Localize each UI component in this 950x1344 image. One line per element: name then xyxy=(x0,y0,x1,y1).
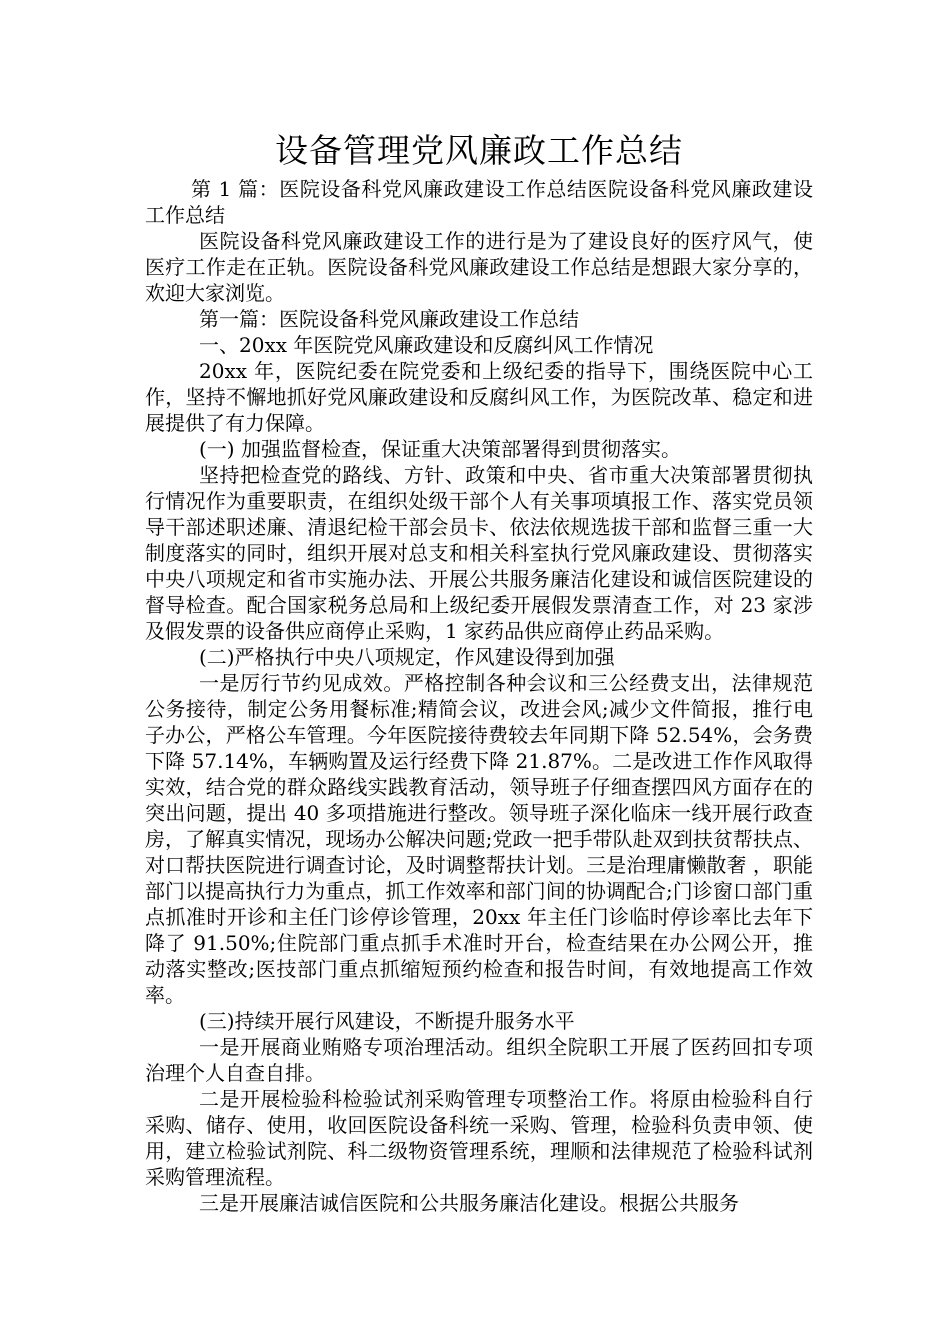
paragraph-body-1: 坚持把检查党的路线、方针、政策和中央、省市重大决策部署贯彻执行情况作为重要职责，在组织处级干部个人有关事项填报工作、落实党员领导干部述职述廉、清退纪检干部会员卡、依法依规选拔干部和监督三重一大制度落实的同时，组织开展对总支和相关科室执行党风廉政建设、贯彻落实中央八项规定和省市实施办法、开展公共服务廉洁化建设和诚信医院建设的督导检查。配合国家税务总局和上级纪委开展假发票清查工作，对 23 家涉及假发票的设备供应商停止采购，1 家药品供应商停止药品采购。 xyxy=(145,463,813,643)
paragraph-intro: 医院设备科党风廉政建设工作的进行是为了建设良好的医疗风气，使医疗工作走在正轨。医院设备科党风廉政建设工作总结是想跟大家分享的，欢迎大家浏览。 xyxy=(145,229,813,305)
paragraph-body-3b: 二是开展检验科检验试剂采购管理专项整治工作。将原由检验科自行采购、储存、使用，收回医院设备科统一采购、管理，检验科负责申领、使用，建立检验试剂院、科二级物资管理系统，理顺和法律规范了检验科试剂采购管理流程。 xyxy=(145,1087,813,1189)
paragraph-subheading-2: (二)严格执行中央八项规定，作风建设得到加强 xyxy=(199,645,615,669)
paragraph-overview: 20xx 年，医院纪委在院党委和上级纪委的指导下，围绕医院中心工作，坚持不懈地抓好党风廉政建设和反腐纠风工作，为医院改革、稳定和进展提供了有力保障。 xyxy=(145,359,813,435)
paragraph-body-2: 一是厉行节约见成效。严格控制各种会议和三公经费支出，法律规范公务接待，制定公务用餐标准;精简会议，改进会风;减少文件简报，推行电子办公，严格公车管理。今年医院接待费较去年同期下降 52.54%，会务费下降 57.14%，车辆购置及运行经费下降 21.87%。二是改进工作作风取得实效，结合党的群众路线实践教育活动，领导班子仔细查摆四风方面存在的突出问题，提出 40 多项措施进行整改。领导班子深化临床一线开展行政查房，了解真实情况，现场办公解决问题;党政一把手带队赴双到扶贫帮扶点、对口帮扶医院进行调查讨论，及时调整帮扶计划。三是治理庸懒散奢 ，职能部门以提高执行力为重点，抓工作效率和部门间的协调配合;门诊窗口部门重点抓准时开诊和主任门诊停诊管理，20xx 年主任门诊临时停诊率比去年下降了 91.50%;住院部门重点抓手术准时开台，检查结果在办公网公开，推动落实整改;医技部门重点抓缩短预约检查和报告时间，有效地提高工作效率。 xyxy=(145,671,813,1007)
paragraph-subheading-3: (三)持续开展行风建设，不断提升服务水平 xyxy=(199,1009,575,1033)
paragraph-body-3c: 三是开展廉洁诚信医院和公共服务廉洁化建设。根据公共服务 xyxy=(199,1191,739,1215)
document-title: 设备管理党风廉政工作总结 xyxy=(275,131,683,170)
paragraph-subheading-1: (一) 加强监督检查，保证重大决策部署得到贯彻落实。 xyxy=(199,437,681,461)
paragraph-part-heading: 第一篇：医院设备科党风廉政建设工作总结 xyxy=(199,307,579,331)
paragraph-section-heading: 一、20xx 年医院党风廉政建设和反腐纠风工作情况 xyxy=(199,333,654,357)
paragraph-body-3a: 一是开展商业贿赂专项治理活动。组织全院职工开展了医药回扣专项治理个人自查自排。 xyxy=(145,1035,813,1085)
paragraph-chapter-heading: 第 1 篇：医院设备科党风廉政建设工作总结医院设备科党风廉政建设工作总结 xyxy=(145,177,813,227)
document-page xyxy=(145,128,813,1216)
